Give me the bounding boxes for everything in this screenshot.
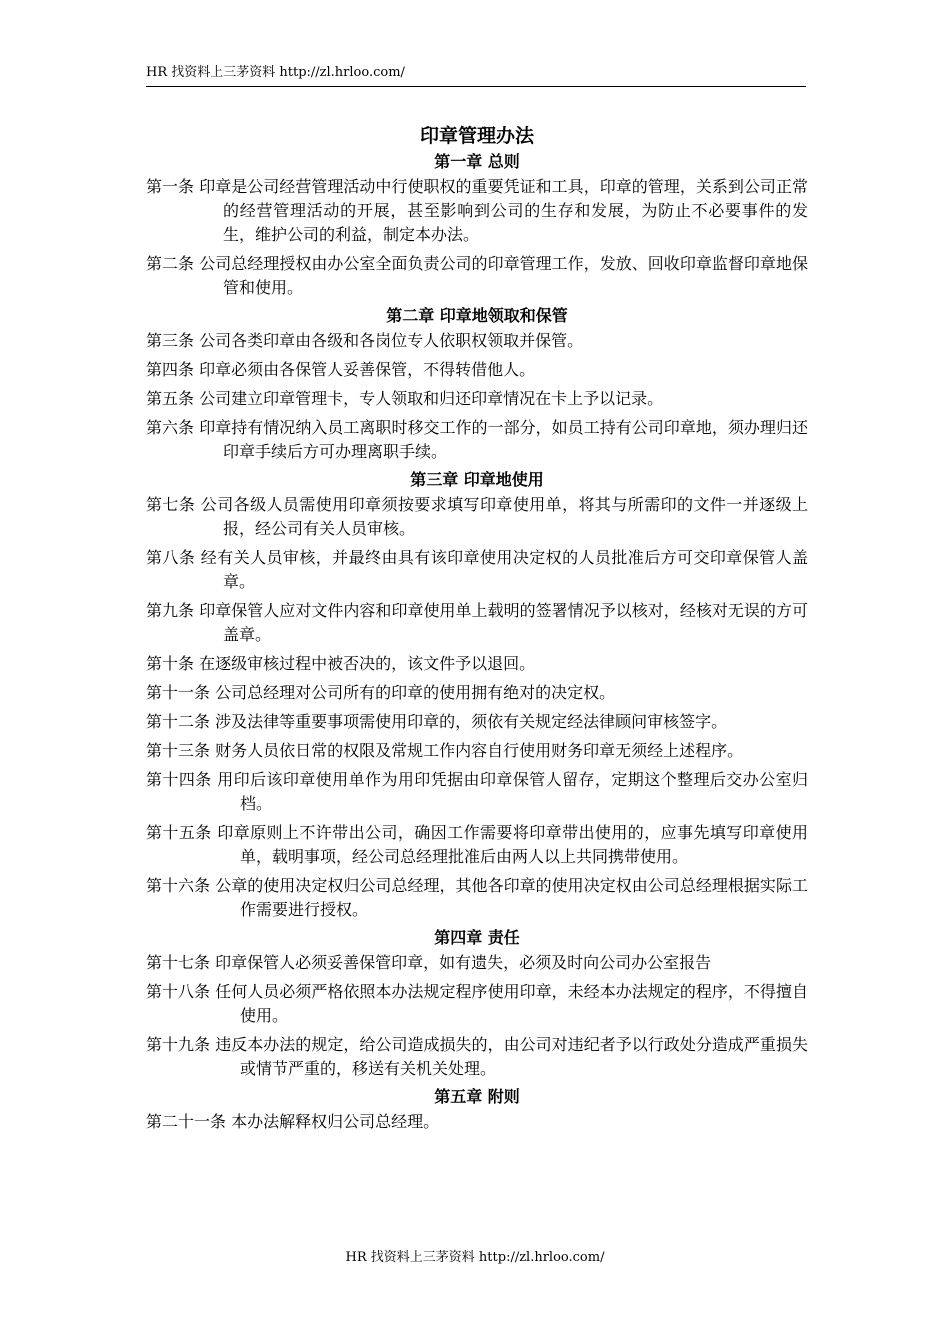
article-text: 印章必须由各保管人妥善保管，不得转借他人。 (199, 360, 536, 379)
article-text: 公司建立印章管理卡，专人领取和归还印章情况在卡上予以记录。 (199, 389, 664, 408)
article-label: 第七条 (146, 495, 196, 514)
document-body (146, 123, 808, 1139)
article-text: 违反本办法的规定，给公司造成损失的，由公司对违纪者予以行政处分造成严重损失或情节严重的，移送有关机关处理。 (215, 1035, 808, 1078)
article (146, 652, 808, 676)
article (146, 951, 808, 975)
chapter-heading: 第二章 印章地领取和保管 (386, 306, 568, 325)
article (146, 681, 808, 705)
article-text: 任何人员必须严格依照本办法规定程序使用印章，未经本办法规定的程序，不得擅自使用。 (215, 982, 808, 1025)
article-label: 第四条 (146, 360, 195, 379)
article (146, 358, 808, 382)
article-label: 第十二条 (146, 712, 211, 731)
article-text: 印章保管人必须妥善保管印章，如有遗失，必须及时向公司办公室报告 (215, 953, 712, 972)
article (146, 416, 808, 464)
article (146, 387, 808, 411)
chapter-heading: 第三章 印章地使用 (410, 470, 544, 489)
article (146, 329, 808, 353)
article-label: 第二条 (146, 254, 195, 273)
article-label: 第十三条 (146, 741, 211, 760)
article-label: 第十条 (146, 654, 195, 673)
article (146, 821, 808, 869)
article-label: 第十四条 (146, 770, 212, 789)
article (146, 175, 808, 247)
article-label: 第十六条 (146, 876, 211, 895)
article-label: 第一条 (146, 177, 195, 196)
article-label: 第十一条 (146, 683, 211, 702)
article-text: 涉及法律等重要事项需使用印章的，须依有关规定经法律顾问审核签字。 (215, 712, 728, 731)
article-label: 第十九条 (146, 1035, 211, 1054)
article-text: 经有关人员审核，并最终由具有该印章使用决定权的人员批准后方可交印章保管人盖章。 (200, 548, 808, 591)
article-text: 公司各类印章由各级和各岗位专人依职权领取并保管。 (199, 331, 584, 350)
article-text: 印章持有情况纳入员工离职时移交工作的一部分，如员工持有公司印章地，须办理归还印章手续后方可办理离职手续。 (199, 418, 808, 461)
footer-text: HR 找资料上三茅资料 http://zl.hrloo.com/ (345, 1250, 605, 1265)
article-label: 第六条 (146, 418, 195, 437)
article (146, 493, 808, 541)
article (146, 739, 808, 763)
article-text: 用印后该印章使用单作为用印凭据由印章保管人留存，定期这个整理后交办公室归档。 (217, 770, 808, 813)
article-text: 公章的使用决定权归公司总经理，其他各印章的使用决定权由公司总经理根据实际工作需要进行授权。 (215, 876, 808, 919)
article-label: 第十五条 (146, 823, 212, 842)
article-label: 第十七条 (146, 953, 211, 972)
article (146, 1033, 808, 1081)
header-text: HR 找资料上三茅资料 http://zl.hrloo.com/ (146, 65, 405, 80)
article-text: 印章保管人应对文件内容和印章使用单上载明的签署情况予以核对，经核对无误的方可盖章。 (199, 601, 808, 644)
article-label: 第九条 (146, 601, 195, 620)
article (146, 874, 808, 922)
article (146, 980, 808, 1028)
article-label: 第八条 (146, 548, 196, 567)
article (146, 1110, 808, 1134)
article-text: 财务人员依日常的权限及常规工作内容自行使用财务印章无须经上述程序。 (215, 741, 744, 760)
article-text: 印章原则上不许带出公司，确因工作需要将印章带出使用的，应事先填写印章使用单，载明事项，经公司总经理批准后由两人以上共同携带使用。 (217, 823, 808, 866)
article (146, 768, 808, 816)
page-header (146, 64, 806, 87)
article (146, 546, 808, 594)
article-label: 第二十一条 (146, 1112, 227, 1131)
article-text: 公司总经理对公司所有的印章的使用拥有绝对的决定权。 (215, 683, 616, 702)
chapter-heading: 第五章 附则 (434, 1087, 520, 1106)
document-title: 印章管理办法 (419, 125, 534, 147)
article-text: 公司各级人员需使用印章须按要求填写印章使用单，将其与所需印的文件一并逐级上报，经公司有关人员审核。 (200, 495, 808, 538)
article (146, 710, 808, 734)
article (146, 599, 808, 647)
article-text: 本办法解释权归公司总经理。 (231, 1112, 440, 1131)
article-label: 第十八条 (146, 982, 211, 1001)
page-footer (0, 1249, 950, 1267)
chapter-heading: 第一章 总则 (434, 152, 520, 171)
article (146, 252, 808, 300)
article-text: 印章是公司经营管理活动中行使职权的重要凭证和工具，印章的管理，关系到公司正常的经营管理活动的开展，甚至影响到公司的生存和发展，为防止不必要事件的发生，维护公司的利益，制定本办法。 (199, 177, 808, 244)
article-label: 第五条 (146, 389, 195, 408)
chapter-heading: 第四章 责任 (434, 928, 520, 947)
article-text: 公司总经理授权由办公室全面负责公司的印章管理工作，发放、回收印章监督印章地保管和使用。 (199, 254, 808, 297)
article-text: 在逐级审核过程中被否决的，该文件予以退回。 (199, 654, 536, 673)
article-label: 第三条 (146, 331, 195, 350)
